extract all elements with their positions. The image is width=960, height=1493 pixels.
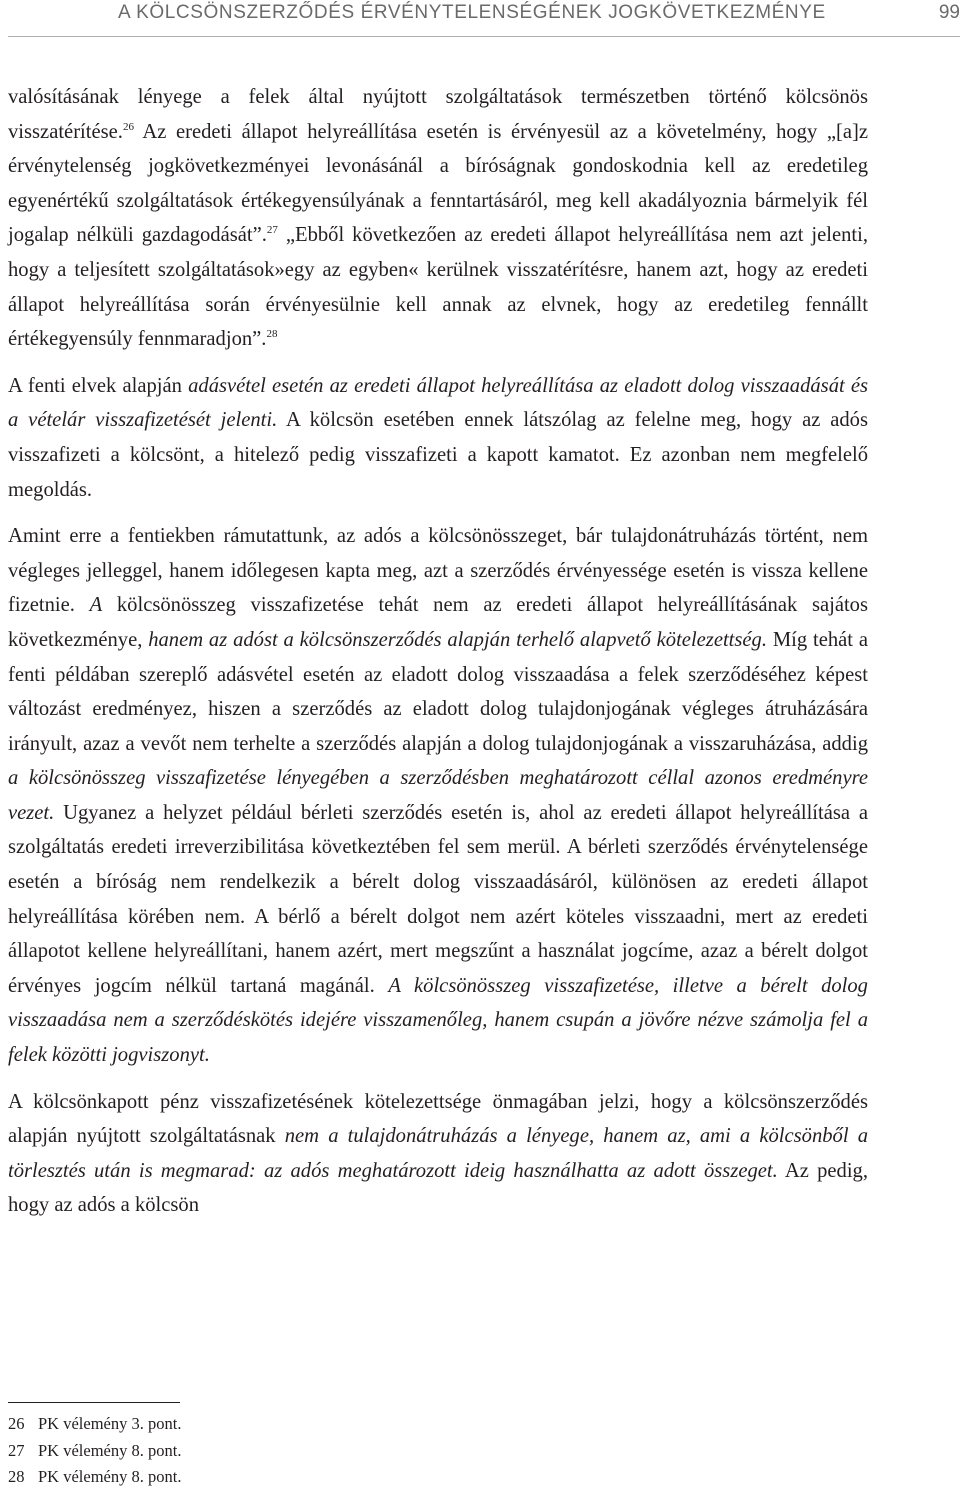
paragraph-1 (8, 80, 868, 357)
text-run: A fenti elvek alapján (8, 374, 189, 397)
text-run: kölcsönösszeg visszafizetése tehát nem az eredeti állapot helyreállításának sajátos következménye, (8, 594, 868, 651)
footnote-28 (8, 1464, 181, 1491)
footnotes (8, 1411, 181, 1491)
footnote-number: 28 (8, 1467, 25, 1486)
text-run: Az pedig, hogy az adós a kölcsön (8, 1159, 869, 1217)
header-rule (8, 36, 960, 37)
footnote-number: 27 (8, 1440, 25, 1460)
paragraph-3 (8, 519, 868, 1073)
text-run: Az eredeti állapot helyreállítása esetén is érvényesül az a követelmény, hogy „[a]z érvénytelenség jogkövetkezményei levonásánál a bíróságnak gondoskodnia kell az eredetileg egyenértékű szolgáltatások értékegyensúlyának a fenntartásáról, meg kell akadályoznia bármelyik fél jogalap nélküli gazdagodását”. (8, 120, 868, 247)
italic-run: nem a tulajdonátruházás a lényege, hanem az, ami a kölcsönből a törlesztés után is megmarad: az adós meghatározott ideig használhatta az adott összeget. (8, 1125, 868, 1182)
text-run: valósításának lényege a felek által nyújtott szolgáltatások természetben történő kölcsönös visszatérítése. (8, 86, 868, 143)
paragraph-2 (8, 369, 868, 507)
page-header (0, 0, 960, 40)
footnote-ref: 27 (266, 224, 278, 237)
footnote-27 (8, 1438, 181, 1465)
italic-run: adásvétel esetén az eredeti állapot helyreállítása az eladott dolog visszaadását és a vételár visszafizetését jelenti. (8, 374, 869, 432)
footnote-text: PK vélemény 8. pont. (38, 1467, 182, 1486)
page-number: 99 (938, 2, 960, 23)
italic-run: A (89, 594, 103, 617)
italic-run: A kölcsönösszeg visszafizetése, illetve a bérelt dolog visszaadása nem a szerződéskötés idejére visszamenőleg, hanem csupán a jövőre nézve számolja fel a felek közötti jogviszonyt. (8, 974, 868, 1067)
text-run: Amint erre a fentiekben rámutattunk, az adós a kölcsönösszeget, bár tulajdonátruházás történt, nem végleges jelleggel, hanem időlegesen kapta meg, azt a szerződés érvényessége esetén is vissza kellene fizetnie. (8, 525, 868, 617)
paragraph-4 (8, 1085, 868, 1223)
footnote-ref: 28 (266, 328, 278, 341)
footnote-26 (8, 1411, 181, 1438)
italic-run: hanem az adóst a kölcsönszerződés alapján terhelő alapvető kötelezettség. (148, 628, 767, 651)
text-run: Ugyanez a helyzet például bérleti szerződés esetén is, ahol az eredeti állapot helyreállítása a szolgáltatás eredeti irreverzibilitása következtében fel sem merül. A bérleti szerződés érvénytelensége esetén a bíróság nem rendelkezik a bérelt dolog visszaadásáról, különösen az eredeti állapot helyreállítása körében nem. A bérlő a bérelt dolgot nem azért köteles visszaadni, mert az eredeti állapotot kellene helyreállítani, hanem azért, mert megszűnt a használat jogcíme, azaz a bérelt dolgot érvényes jogcím nélkül tartaná magánál. (8, 801, 868, 997)
footnote-text: PK vélemény 3. pont. (38, 1414, 182, 1433)
footnote-text: PK vélemény 8. pont. (38, 1440, 182, 1460)
footnote-rule (8, 1402, 180, 1403)
footnote-number: 26 (8, 1414, 25, 1433)
text-run: „Ebből következően az eredeti állapot helyreállítása nem azt jelenti, hogy a teljesített szolgáltatások»egy az egyben« kerülnek visszatérítésre, hanem azt, hogy az eredeti állapot helyreállítása során érvényesülnie kell annak az elvnek, hogy az eredetileg fennállt értékegyensúly fennmaradjon”. (8, 224, 869, 351)
italic-run: a kölcsönösszeg visszafizetése lényegében a szerződésben meghatározott céllal azonos eredményre vezet. (8, 767, 868, 824)
footnote-ref: 26 (122, 120, 134, 133)
text-run: A kölcsönkapott pénz visszafizetésének kötelezettsége önmagában jelzi, hogy a kölcsönszerződés alapján nyújtott szolgáltatásnak (8, 1090, 868, 1148)
text-run: A kölcsön esetében ennek látszólag az felelne meg, hogy az adós visszafizeti a kölcsönt, a hitelező pedig visszafizeti a kapott kamatot. Ez azonban nem megfelelő megoldás. (8, 409, 868, 501)
running-title: A KÖLCSÖNSZERZŐDÉS ÉRVÉNYTELENSÉGÉNEK JOGKÖVETKEZMÉNYE (118, 2, 826, 23)
text-run: Míg tehát a fenti példában szereplő adásvétel esetén az eladott dolog visszaadása a felek szerződéséhez képest változást eredményez, hiszen a szerződés az eladott dolog tulajdonjogának végleges átruházására irányult, azaz a vevőt nem terhelte a szerződés alapján a dolog tulajdonjogának a visszaruházása, addig (8, 628, 868, 755)
body-text (8, 80, 868, 1223)
